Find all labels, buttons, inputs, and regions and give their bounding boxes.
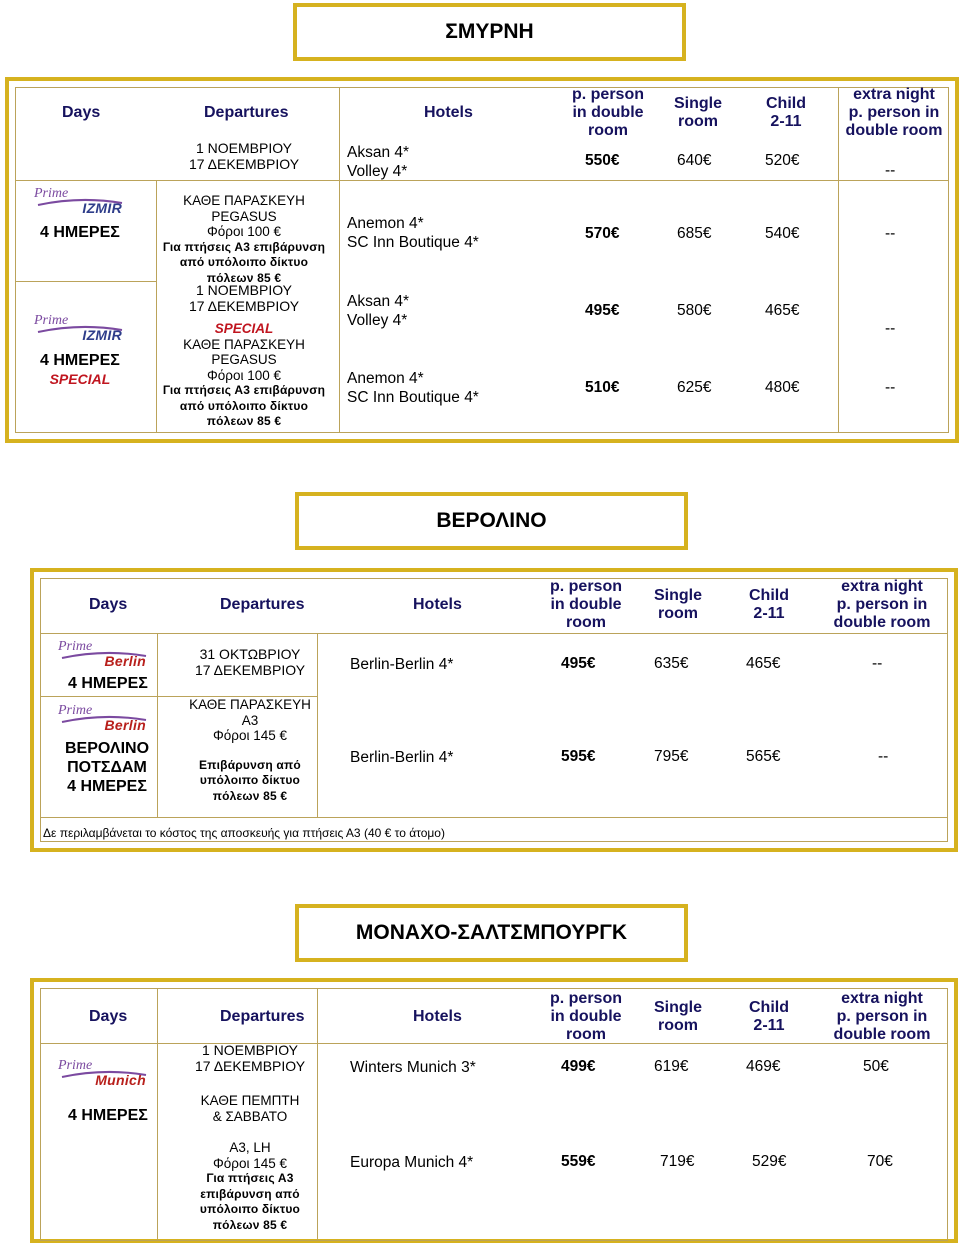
- berlin-days-2: [65, 739, 149, 796]
- logo-city-text: Berlin: [104, 653, 146, 669]
- price-child: 529€: [752, 1153, 787, 1170]
- smyrni-days-2: [40, 351, 120, 389]
- departure-line: Για πτήσεις Α3 επιβάρυνση: [162, 383, 326, 397]
- smyrni-hotel-cell: [347, 214, 479, 252]
- munich-title: ΜΟΝΑΧΟ-ΣΑΛΤΣΜΠΟΥΡΓΚ: [355, 921, 628, 944]
- header-extra-line: extra night: [841, 578, 923, 595]
- price-single: 719€: [660, 1153, 695, 1170]
- departure-line: ΚΑΘΕ ΠΑΡΑΣΚΕΥΗ: [189, 697, 311, 712]
- berlin-header-departures: Departures: [220, 596, 305, 613]
- departure-line: υπόλοιπο δίκτυο: [199, 1202, 301, 1216]
- logo-city-text: IZMIR: [82, 327, 122, 343]
- hotel-name: Anemon 4*: [347, 370, 424, 387]
- berlin-days-1: 4 ΗΜΕΡΕΣ: [68, 675, 148, 692]
- departure-line: PEGASUS: [211, 208, 277, 224]
- departure-line: πόλεων 85 €: [212, 788, 288, 803]
- days-text: 4 ΗΜΕΡΕΣ: [67, 778, 147, 795]
- header-single-line: room: [678, 113, 718, 130]
- departure-line: 1 ΝΟΕΜΒΡΙΟΥ: [195, 282, 293, 298]
- departure-line: A3: [241, 712, 259, 728]
- departure-line: ΚΑΘΕ ΠΑΡΑΣΚΕΥΗ: [183, 193, 305, 208]
- price-child: 565€: [746, 748, 781, 765]
- price-double: 495€: [561, 655, 596, 672]
- munich-header-hotels: Hotels: [413, 1008, 462, 1025]
- departure-line: από υπόλοιπο δίκτυο: [179, 398, 309, 413]
- logo-prime-text: Prime: [34, 186, 69, 201]
- price-single: 580€: [677, 302, 712, 319]
- smyrni-hotel-cell: [347, 369, 479, 407]
- price-double: 570€: [585, 225, 620, 242]
- price-extra: --: [885, 225, 896, 242]
- smyrni-departures-2: [158, 283, 330, 430]
- logo-city-text: Munich: [95, 1072, 146, 1088]
- special-label: SPECIAL: [49, 371, 111, 387]
- berlin-hotel: Berlin-Berlin 4*: [350, 656, 454, 673]
- header-single-line: Single: [653, 587, 702, 604]
- price-single: 625€: [677, 379, 712, 396]
- header-double-line: p. person: [549, 578, 622, 595]
- munich-hotel: Winters Munich 3*: [350, 1059, 476, 1076]
- munich-header-departures: Departures: [220, 1008, 305, 1025]
- munich-header-double: [538, 990, 634, 1044]
- header-double-line: room: [588, 122, 628, 139]
- price-child: 465€: [765, 302, 800, 319]
- munich-table: [30, 978, 958, 1243]
- berlin-departures-1: [185, 647, 315, 678]
- days-text: 4 ΗΜΕΡΕΣ: [40, 352, 120, 369]
- hotel-name: SC Inn Boutique 4*: [347, 234, 479, 251]
- header-child-line: 2-11: [770, 113, 802, 130]
- smyrni-header-days: Days: [62, 104, 101, 121]
- berlin-note: Δε περιλαμβάνεται το κόστος της αποσκευής για πτήσεις Α3 (40 € το άτομο): [43, 826, 445, 840]
- header-single-line: Single: [673, 95, 722, 112]
- header-extra-line: p. person in: [836, 1008, 928, 1025]
- hotel-name: Aksan 4*: [347, 293, 410, 310]
- prime-izmir-logo: [34, 186, 126, 220]
- departure-line: A3, LH: [229, 1140, 271, 1155]
- departure-line: πόλεων 85 €: [212, 1217, 288, 1232]
- departure-line: Φόροι 145 €: [213, 1155, 287, 1171]
- price-extra: --: [878, 748, 889, 765]
- munich-header-single: [640, 999, 716, 1035]
- days-text: ΒΕΡΟΛΙΝΟ: [65, 740, 150, 757]
- departure-line: 17 ΔΕΚΕΜΒΡΙΟΥ: [188, 155, 300, 172]
- departure-line: & ΣΑΒΒΑΤΟ: [212, 1108, 288, 1124]
- price-extra: 50€: [863, 1058, 889, 1075]
- header-extra-line: p. person in: [848, 104, 940, 121]
- smyrni-header-hotels: Hotels: [424, 104, 473, 121]
- hotel-name: Anemon 4*: [347, 215, 424, 232]
- header-child-line: 2-11: [753, 1017, 785, 1034]
- smyrni-header-child: [748, 95, 824, 131]
- header-child-line: Child: [749, 999, 789, 1016]
- price-single: 640€: [677, 152, 712, 169]
- header-single-line: Single: [653, 999, 702, 1016]
- departure-line: PEGASUS: [211, 352, 277, 367]
- header-single-line: room: [658, 1017, 698, 1034]
- header-extra-line: double room: [833, 1026, 931, 1043]
- smyrni-header-double: [560, 86, 656, 140]
- header-child-line: 2-11: [753, 605, 785, 622]
- header-double-line: p. person: [549, 990, 622, 1007]
- berlin-header-hotels: Hotels: [413, 596, 462, 613]
- departure-line: ΚΑΘΕ ΠΑΡΑΣΚΕΥΗ: [183, 336, 305, 352]
- departure-line: 31 ΟΚΤΩΒΡΙΟΥ: [199, 646, 301, 662]
- berlin-header-days: Days: [89, 596, 128, 613]
- smyrni-departures-1: [158, 141, 330, 286]
- special-label: SPECIAL: [214, 321, 274, 336]
- logo-prime-text: Prime: [58, 703, 93, 718]
- price-single: 795€: [654, 748, 689, 765]
- departure-line: Φόροι 100 €: [207, 224, 281, 239]
- prime-berlin-logo: [58, 639, 150, 673]
- prime-berlin-logo: [58, 703, 150, 737]
- logo-prime-text: Prime: [58, 639, 93, 654]
- price-double: 495€: [585, 302, 620, 319]
- smyrni-table: [5, 77, 959, 443]
- price-child: 480€: [765, 379, 800, 396]
- smyrni-title: ΣΜΥΡΝΗ: [445, 20, 534, 43]
- departure-line: Επιβάρυνση από: [199, 757, 301, 772]
- berlin-header-single: [640, 587, 716, 623]
- munich-header-days: Days: [89, 1008, 128, 1025]
- logo-prime-text: Prime: [58, 1058, 93, 1073]
- header-extra-line: double room: [845, 122, 943, 139]
- header-double-line: room: [566, 614, 606, 631]
- price-double: 499€: [561, 1058, 596, 1075]
- price-double: 595€: [561, 748, 596, 765]
- header-double-line: room: [566, 1026, 606, 1043]
- departure-line: Για πτήσεις Α3: [206, 1171, 294, 1185]
- munich-header-extra: [826, 990, 938, 1044]
- header-extra-line: extra night: [853, 86, 935, 103]
- price-single: 635€: [654, 655, 689, 672]
- price-extra: --: [872, 655, 883, 672]
- smyrni-header-single: [660, 95, 736, 131]
- price-extra: --: [885, 320, 896, 337]
- berlin-title: ΒΕΡΟΛΙΝΟ: [436, 509, 547, 532]
- smyrni-days-1: 4 ΗΜΕΡΕΣ: [40, 224, 120, 241]
- berlin-departures-2: [185, 697, 315, 804]
- smyrni-header-departures: Departures: [204, 104, 289, 121]
- prime-munich-logo: [58, 1058, 150, 1092]
- header-double-line: in double: [550, 1008, 622, 1025]
- departure-line: 1 ΝΟΕΜΒΡΙΟΥ: [201, 1042, 299, 1058]
- berlin-header-double: [538, 578, 634, 632]
- departure-line: 1 ΝΟΕΜΒΡΙΟΥ: [195, 140, 293, 156]
- header-extra-line: extra night: [841, 990, 923, 1007]
- price-child: 469€: [746, 1058, 781, 1075]
- hotel-name: Volley 4*: [347, 312, 408, 329]
- departure-line: 17 ΔΕΚΕΜΒΡΙΟΥ: [194, 661, 306, 678]
- departure-line: ΚΑΘΕ ΠΕΜΠΤΗ: [200, 1093, 300, 1108]
- smyrni-title-box: [293, 3, 686, 61]
- munich-title-box: [295, 904, 688, 962]
- departure-line: 17 ΔΕΚΕΜΒΡΙΟΥ: [195, 1057, 306, 1074]
- smyrni-hotel-cell: [347, 143, 409, 181]
- header-extra-line: p. person in: [836, 596, 928, 613]
- berlin-title-box: [295, 492, 688, 550]
- header-extra-line: double room: [833, 614, 931, 631]
- hotel-name: Aksan 4*: [347, 144, 410, 161]
- header-child-line: Child: [766, 95, 806, 112]
- price-double: 559€: [561, 1153, 596, 1170]
- logo-prime-text: Prime: [34, 313, 69, 328]
- departure-line: πόλεων 85 €: [206, 270, 282, 285]
- header-single-line: room: [658, 605, 698, 622]
- days-text: ΠΟΤΣΔΑΜ: [67, 759, 147, 776]
- price-child: 540€: [765, 225, 800, 242]
- departure-line: Φόροι 145 €: [213, 728, 287, 743]
- price-child: 520€: [765, 152, 800, 169]
- berlin-header-child: [731, 587, 807, 623]
- header-child-line: Child: [749, 587, 789, 604]
- berlin-header-extra: [826, 578, 938, 632]
- departure-line: 17 ΔΕΚΕΜΒΡΙΟΥ: [188, 297, 300, 314]
- smyrni-hotel-cell: [347, 292, 409, 330]
- price-double: 550€: [585, 152, 620, 169]
- departure-line: πόλεων 85 €: [206, 414, 282, 428]
- hotel-name: Volley 4*: [347, 163, 408, 180]
- price-child: 465€: [746, 655, 781, 672]
- departure-line: Για πτήσεις Α3 επιβάρυνση: [162, 239, 326, 254]
- departure-line: από υπόλοιπο δίκτυο: [179, 255, 309, 269]
- berlin-table: [30, 568, 958, 852]
- hotel-name: SC Inn Boutique 4*: [347, 389, 479, 406]
- price-single: 619€: [654, 1058, 689, 1075]
- price-double: 510€: [585, 379, 620, 396]
- departure-line: υπόλοιπο δίκτυο: [199, 773, 301, 787]
- prime-izmir-logo: [34, 313, 126, 347]
- smyrni-header-extra: [838, 86, 950, 140]
- price-single: 685€: [677, 225, 712, 242]
- header-double-line: p. person: [571, 86, 644, 103]
- logo-city-text: Berlin: [104, 717, 146, 733]
- departure-line: Φόροι 100 €: [207, 367, 281, 383]
- header-double-line: in double: [572, 104, 644, 121]
- munich-days: 4 ΗΜΕΡΕΣ: [68, 1107, 148, 1124]
- price-extra: 70€: [867, 1153, 893, 1170]
- price-extra: --: [885, 379, 896, 396]
- header-double-line: in double: [550, 596, 622, 613]
- munich-departures: [195, 1043, 305, 1233]
- logo-city-text: IZMIR: [82, 200, 122, 216]
- price-extra: --: [885, 162, 896, 179]
- departure-line: επιβάρυνση από: [200, 1186, 300, 1201]
- munich-header-child: [731, 999, 807, 1035]
- munich-hotel: Europa Munich 4*: [350, 1154, 474, 1171]
- berlin-hotel: Berlin-Berlin 4*: [350, 749, 454, 766]
